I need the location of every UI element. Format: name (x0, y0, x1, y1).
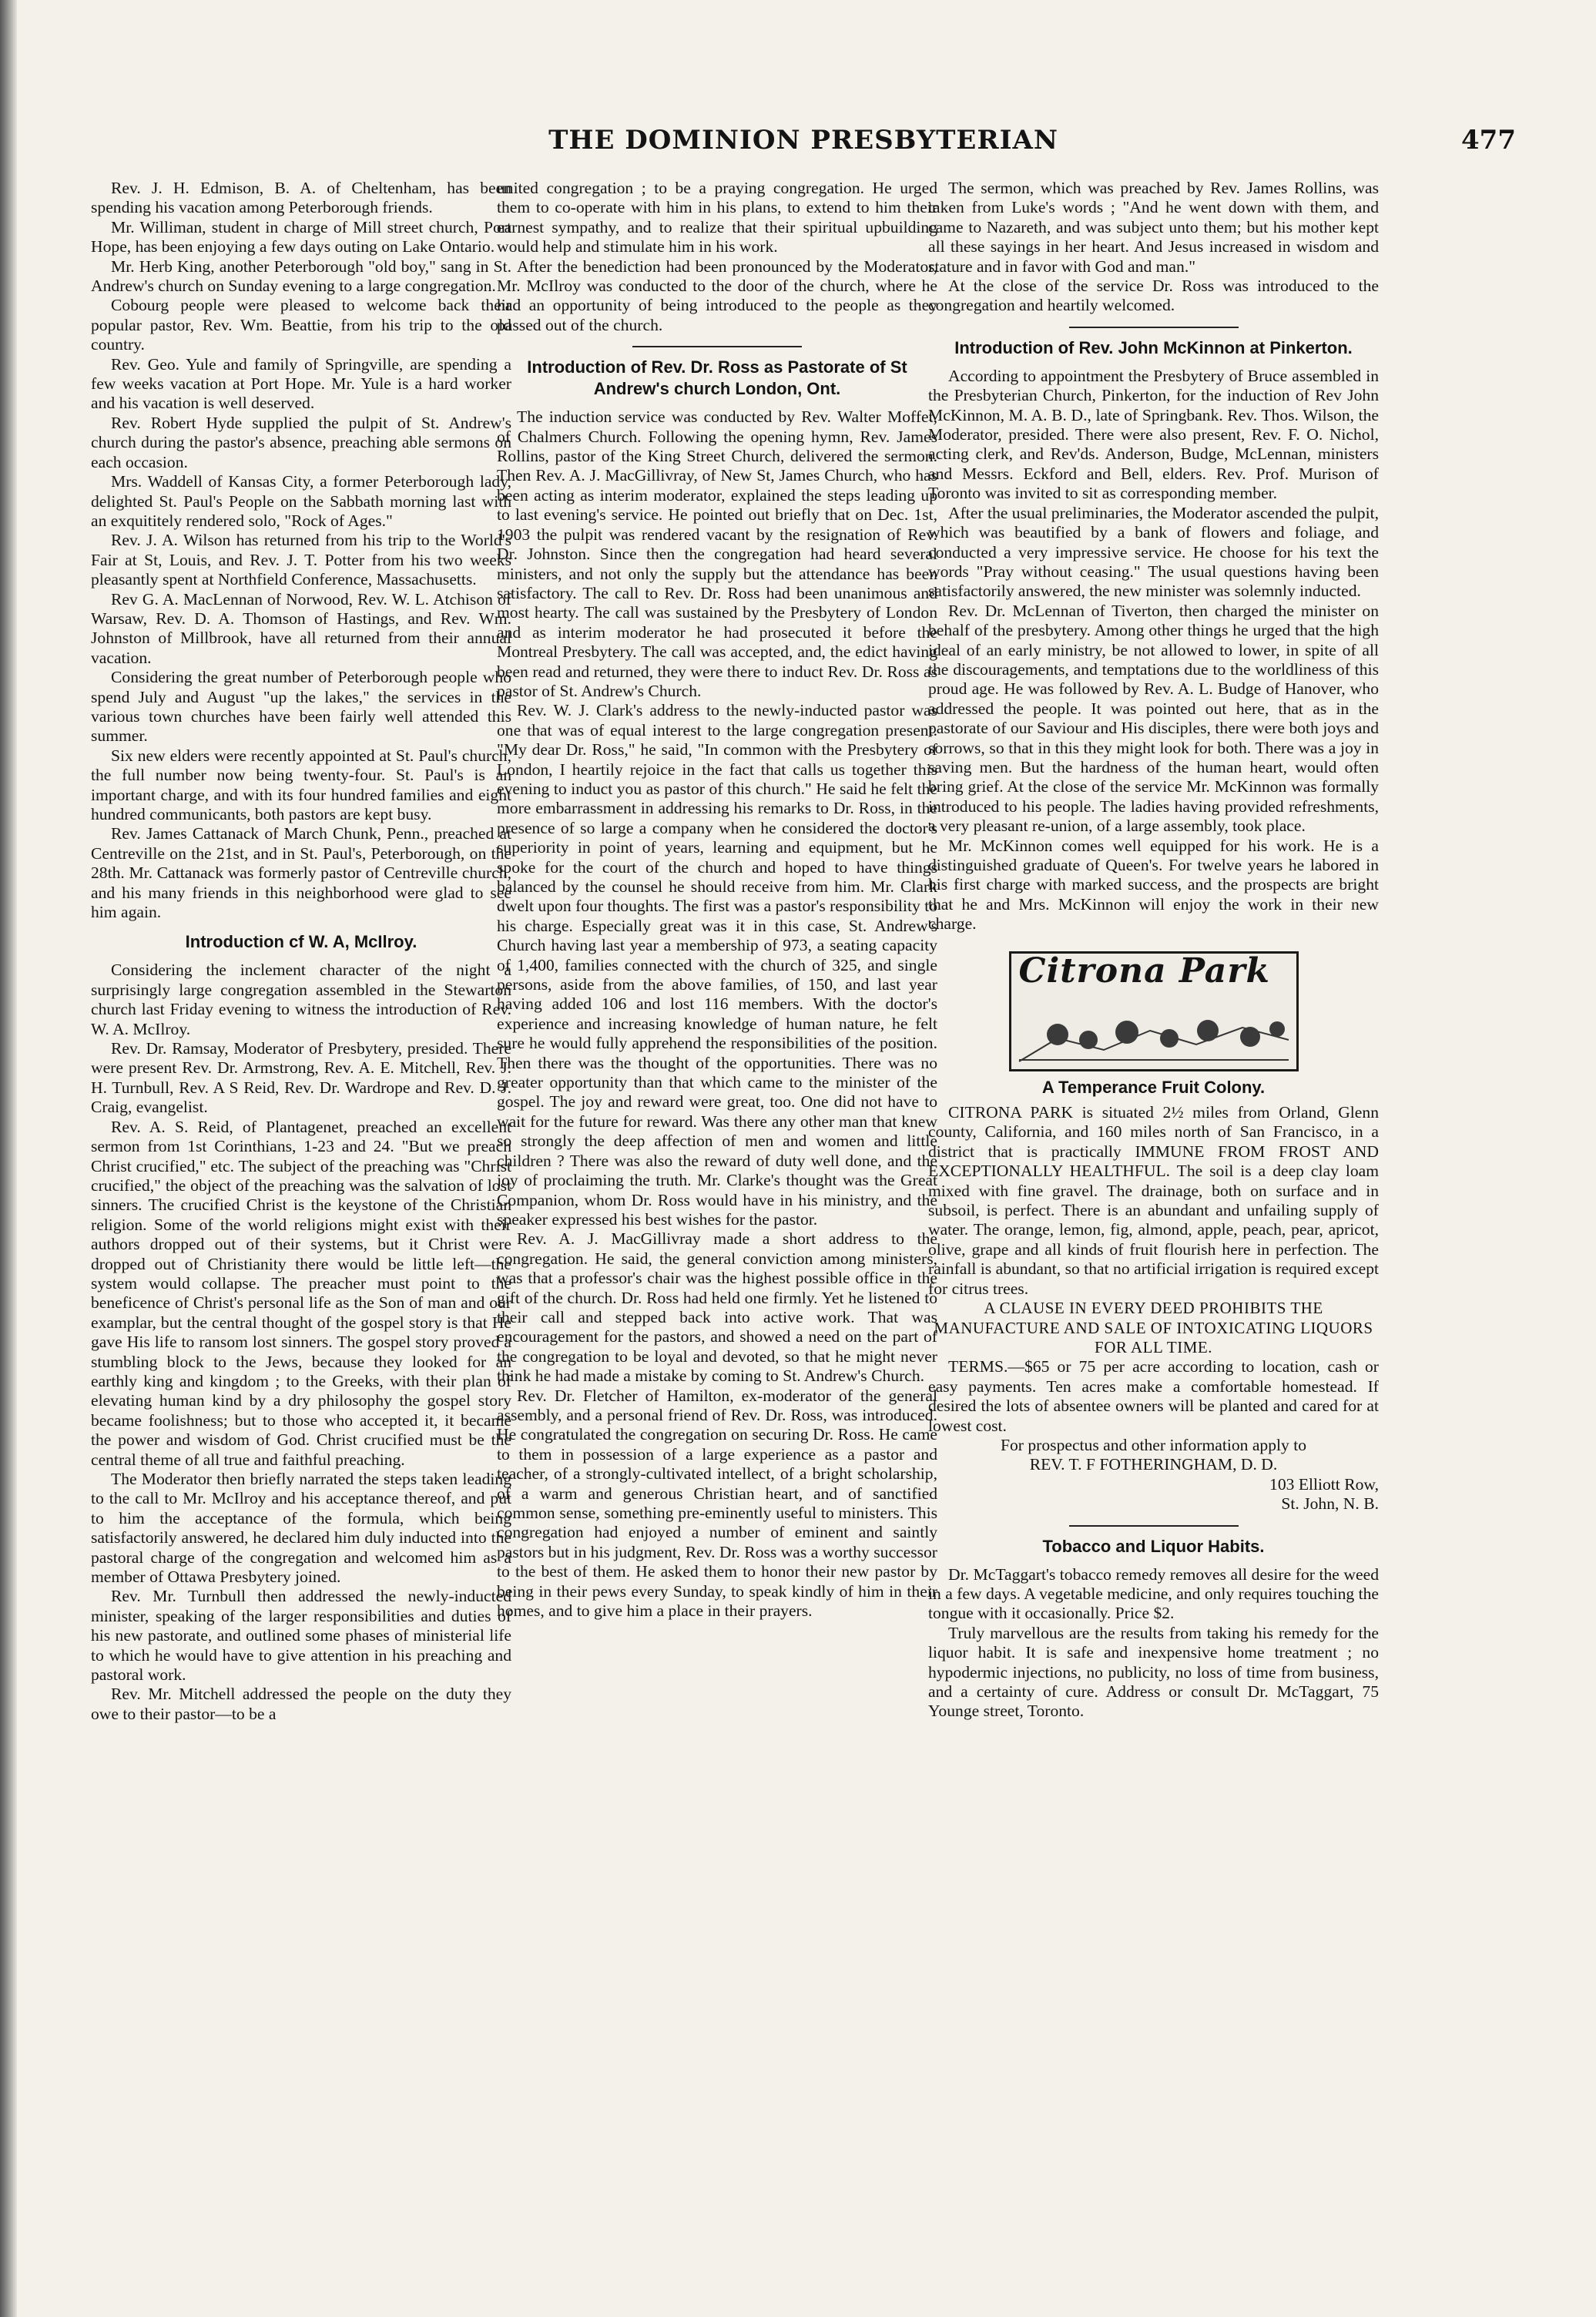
page-number: 477 (1461, 125, 1516, 156)
paragraph: Rev. Dr. Ramsay, Moderator of Presbytery, presided. There were present Rev. Dr. Armstrong, Rev. A. E. Mitchell, Rev. J. H. Turnbull, Rev. A S Reid, Rev. Dr. Wardrope and Rev. D. J. Craig, evangelist. (91, 1039, 511, 1117)
paragraph: According to appointment the Presbytery of Bruce assembled in the Presbyterian Church, Pinkerton, for the induction of Rev John McKinnon, M. A. B. D., late of Springbank. Rev. Thos. Wilson, the Moderator, presided. There were also present, Rev. F. O. Nichol, acting clerk, and Rev'ds. Anderson, Budge, McLennan, ministers and Messrs. Eckford and Bell, elders. Rev. Prof. Murison of Toronto was invited to sit as corresponding member. (928, 366, 1379, 503)
paragraph: The sermon, which was preached by Rev. James Rollins, was taken from Luke's words ; "And he went down with them, and came to Nazareth, and was subject unto them; but his mother kept all these sayings in her heart. And Jesus increased in wisdom and stature and in favor with God and man." (928, 179, 1379, 276)
citrona-park-advertisement-image (1009, 951, 1299, 1071)
ad-caption: A Temperance Fruit Colony. (1041, 1077, 1266, 1097)
paragraph: The induction service was conducted by Rev. Walter Moffet, of Chalmers Church. Following the opening hymn, Rev. James Rollins, pastor of the King Street Church, delivered the sermon. Then Rev. A. J. MacGillivray, of New St, James Church, who has been acting as interim moderator, explained the steps leading up to last evening's service. He pointed out briefly that on Dec. 1st, 1903 the pulpit was rendered vacant by the resignation of Rev. Dr. Johnston. Since then the congregation had heard several ministers, and not only the supply but the attendance has been satisfactory. The call to Rev. Dr. Ross had been unanimous and most hearty. The call was sustained by the Presbytery of London and as interim moderator he had prosecuted it before the Montreal Presbytery. The call was accepted, and, the edict having been read and returned, they were there to induct Rev. Dr. Ross as pastor of St. Andrew's Church. (497, 407, 937, 700)
address-line: St. John, N. B. (1281, 1494, 1379, 1514)
paragraph: After the benediction had been pronounced by the Moderator, Mr. McIlroy was conducted to the door of the church, where he had an opportunity of being introduced to the people as they passed out of the church. (497, 257, 937, 334)
paragraph: Rev. A. S. Reid, of Plantagenet, preached an excellent sermon from 1st Corinthians, 1-23 and 24. "But we preach Christ crucified," etc. The subject of the preaching was "Christ crucified," the object of the preaching was the salvation of lost sinners. The crucified Christ is the keystone of the Christian religion. Some of the world religions might exist with their authors dropped out of their systems, but it Christ were dropped out of Christianity there would be little left—the system would collapse. The preacher must point to the beneficence of Christ's personal life as the Son of man and our examplar, but the central thought of the gospel story is that He gave His life to ransom lost sinners. The gospel story proved a stumbling block to the Jews, because they looked for an earthly king and kingdom ; to the Greeks, with their plan of elevating human kind by a dry philosophy the gospel story became foolishness; but to those who accepted it, it became the power and wisdom of God. Christ crucified must be the central theme of all true and faithful preaching. (91, 1117, 511, 1469)
paragraph: Rev G. A. MacLennan of Norwood, Rev. W. L. Atchison of Warsaw, Rev. D. A. Thomson of Hastings, and Rev. Wm. Johnston of Millbrook, have all returned from their annual vacation. (91, 589, 511, 667)
section-heading: Introduction cf W. A, McIlroy. (185, 932, 417, 952)
paragraph: Rev. Mr. Turnbull then addressed the newly-inducted minister, speaking of the larger responsibilities and duties of his new pastorate, and outlined some phases of ministerial life to which he would have to give attention in his preaching and pastoral work. (91, 1587, 511, 1685)
paragraph: TERMS.—$65 or 75 per acre according to location, cash or easy payments. Ten acres make a comfortable homestead. If desired the lots of absentee owners will be planted and cared for at lowest cost. (928, 1357, 1379, 1435)
paragraph: Rev. Robert Hyde supplied the pulpit of St. Andrew's church during the pastor's absence, preaching able sermons on each occasion. (91, 413, 511, 471)
paragraph: Rev. Geo. Yule and family of Springville, are spending a few weeks vacation at Port Hope. Mr. Yule is a hard worker and his vacation is well deserved. (91, 354, 511, 413)
paragraph: Six new elders were recently appointed at St. Paul's church, the full number now being twenty-four. St. Paul's is an important charge, and with its four hundred families and eight hundred communicants, both pastors are kept busy. (91, 746, 511, 823)
section-heading: Introduction of Rev. John McKinnon at Pinkerton. (954, 337, 1353, 357)
paragraph: REV. T. F FOTHERINGHAM, D. D. (1029, 1455, 1278, 1474)
paragraph: Dr. McTaggart's tobacco remedy removes all desire for the weed in a few days. A vegetable medicine, and only requires touching the tongue with it occasionally. Price $2. (928, 1564, 1379, 1623)
column-1 (91, 179, 511, 2282)
paragraph: Rev. Mr. Mitchell addressed the people on the duty they owe to their pastor—to be a (91, 1685, 511, 1723)
paragraph: Rev. J. H. Edmison, B. A. of Cheltenham, has been spending his vacation among Peterborough friends. (91, 179, 511, 217)
divider (632, 346, 802, 347)
paragraph: Mr. Herb King, another Peterborough "old boy," sang in St. Andrew's church on Sunday evening to a large congregation. (91, 257, 511, 296)
paragraph: Truly marvellous are the results from taking his remedy for the liquor habit. It is safe and inexpensive home treatment ; no hypodermic injections, no publicity, no loss of time from business, and a certainty of cure. Address or consult Dr. McTaggart, 75 Younge street, Toronto. (928, 1623, 1379, 1721)
paragraph: After the usual preliminaries, the Moderator ascended the pulpit, which was beautified by a bank of flowers and foliage, and conducted a very impressive service. He choose for his text the words "Pray without ceasing." The usual questions having been satisfactorily answered, the new minister was solemnly inducted. (928, 503, 1379, 601)
paragraph: Considering the great number of Peterborough people who spend July and August "up the lakes," the services in the various town churches have been fairly well attended this summer. (91, 668, 511, 746)
paragraph: Rev. W. J. Clark's address to the newly-inducted pastor was one that was of equal interest to the large congregation present. "My dear Dr. Ross," he said, "In common with the Presbytery of London, I heartily rejoice in the fact that calls us together this evening to induct you as pastor of this church." He said he felt the more embarrassment in addressing his remarks to Dr. Ross, in the presence of so large a company when he considered the doctor's superiority in point of years, learning and equipment, but he spoke for the court of the church and hoped to have things balanced by the counsel he should receive from him. Mr. Clark dwelt upon four thoughts. The first was a pastor's responsibility to his charge. Especially great was it in this case, St. Andrew's Church having last year a membership of 973, a seating capacity of 1,400, families connected with the church of 325, and single persons, aside from the above families, of 150, and last year having added 106 and lost 116 members. With the doctor's experience and increasing knowledge of human nature, he felt sure he would fully apprehend the responsibilities of the position. Then there was the thought of the opportunities. There was no greater opportunity than that which came to the minister of the gospel. The joy and reward were great, too. One did not have to wait for the future for reward. Was there any other man that knew so strongly the deep affection of men and women and little children ? There was also the reward of duty well done, and the joy of proclaiming the truth. Mr. Clarke's thought was the Great Companion, whom Dr. Ross would have in his ministry, and the speaker expressed his best wishes for the pastor. (497, 701, 937, 1229)
paragraph: united congregation ; to be a praying congregation. He urged them to co-operate with him in his plans, to extend to him their earnest sympathy, and to realize that their spiritual upbuilding would help and stimulate him in his work. (497, 179, 937, 257)
column-3 (928, 179, 1379, 2282)
paragraph: Rev. Dr. Fletcher of Hamilton, ex-moderator of the general assembly, and a personal friend of Rev. Dr. Ross, was introduced. He congratulated the congregation on securing Dr. Ross. He came to them in possession of a large experience as a pastor and teacher, of a strongly-cultivated intellect, of a bright scholarship, of a warm and generous Christian heart, and of sanctified common sense, something pre-eminently useful to ministers. This congregation had enjoyed a number of eminent and saintly pastors but in his judgment, Rev. Dr. Ross was a worthy successor to the best of them. He asked them to honor their new pastor by being in their pews every Sunday, to speak kindly of him in their homes, and to give him a place in their prayers. (497, 1386, 937, 1621)
citrona-park-logo: Citrona Park (1018, 951, 1270, 991)
section-heading: Introduction of Rev. Dr. Ross as Pastorate of St Andrew's church London, Ont. (527, 357, 907, 399)
paragraph: The Moderator then briefly narrated the steps taken leading to the call to Mr. McIlroy and his acceptance thereof, and put to him the acceptance of the formula, which being satisfactorily answered, he declared him duly inducted into the pastoral charge of the congregation and welcomed him as a member of Ottawa Presbytery joined. (91, 1470, 511, 1587)
paragraph: Rev. A. J. MacGillivray made a short address to the congregation. He said, the general conviction among ministers, was that a professor's chair was the highest possible office in the gift of the church. Dr. Ross had held one firmly. Yet he listened to their call and stepped back into active work. That was encouragement for the pastors, and showed a need on the part of the congregation to be loyal and devoted, so that he might never think he had made a mistake by coming to St. Andrew's Church. (497, 1229, 937, 1386)
divider (1069, 327, 1239, 328)
paragraph: CITRONA PARK is situated 2½ miles from Orland, Glenn county, California, and 160 miles north of San Francisco, in a district that is practically IMMUNE FROM FROST AND EXCEPTIONALLY HEALTHFUL. The soil is a deep clay loam mixed with fine gravel. The drainage, both on surface and in subsoil, is perfect. There is an abundant and unfailing supply of water. The orange, lemon, fig, almond, apple, peach, pear, apricot, olive, grape and all kinds of fruit flourish here in perfection. The rainfall is abundant, so that no artificial irrigation is required except for citrus trees. (928, 1103, 1379, 1298)
page-edge-shadow (0, 0, 17, 2317)
paragraph: Rev. Dr. McLennan of Tiverton, then charged the minister on behalf of the presbytery. Among other things he urged that the high ideal of an early ministry, be not allowed to lower, in spite of all the discouragements, and temptations due to the worldliness of this proud age. He was followed by Rev. A. L. Budge of Hanover, who addressed the people. It was pointed out here, that as in the pastorate of our Saviour and His disciples, there were both joys and sorrows, so that in this they might look for both. There was a joy in saving men. But the hardness of the human heart, would often bring grief. At the close of the service Mr. McKinnon was formally introduced to his people. The ladies having provided refreshments, a very pleasant re-union, of a large assembly, took place. (928, 601, 1379, 836)
paragraph: Rev. J. A. Wilson has returned from his trip to the World's Fair at St, Louis, and Rev. J. T. Potter from his two weeks pleasantly spent at Northfield Conference, Massachusetts. (91, 531, 511, 589)
paragraph: Rev. James Cattanack of March Chunk, Penn., preached at Centreville on the 21st, and in St. Paul's, Peterborough, on the 28th. Mr. Cattanack was formerly pastor of Centreville church, and his many friends in this neighborhood were glad to see him again. (91, 824, 511, 922)
paragraph: Mr. McKinnon comes well equipped for his work. He is a distinguished graduate of Queen's. For twelve years he labored in his first charge with marked success, and the prospects are bright that he and Mrs. McKinnon will enjoy the work in their new charge. (928, 836, 1379, 934)
paragraph: Mrs. Waddell of Kansas City, a former Peterborough lady, delighted St. Paul's People on the Sabbath morning last with an exquititely rendered solo, "Rock of Ages." (91, 472, 511, 530)
paragraph: A CLAUSE IN EVERY DEED PROHIBITS THE MANUFACTURE AND SALE OF INTOXICATING LIQUORS FOR ALL TIME. (934, 1299, 1373, 1356)
address-line: 103 Elliott Row, (1269, 1474, 1379, 1494)
running-header (91, 125, 1539, 163)
divider (1069, 1525, 1239, 1527)
section-heading: Tobacco and Liquor Habits. (1042, 1536, 1265, 1556)
column-2 (497, 179, 937, 2282)
paragraph: Mr. Williman, student in charge of Mill street church, Port Hope, has been enjoying a few days outing on Lake Ontario. (91, 217, 511, 257)
journal-title: THE DOMINION PRESBYTERIAN (548, 125, 1058, 156)
paragraph: Cobourg people were pleased to welcome back their popular pastor, Rev. Wm. Beattie, from his trip to the old country. (91, 296, 511, 354)
paragraph: Considering the inclement character of the night a surprisingly large congregation assembled in the Stewarton church last Friday evening to witness the introduction of Rev. W. A. McIlroy. (91, 961, 511, 1038)
paragraph: For prospectus and other information apply to (1000, 1435, 1306, 1454)
paragraph: At the close of the service Dr. Ross was introduced to the congregation and heartily welcomed. (928, 277, 1379, 315)
